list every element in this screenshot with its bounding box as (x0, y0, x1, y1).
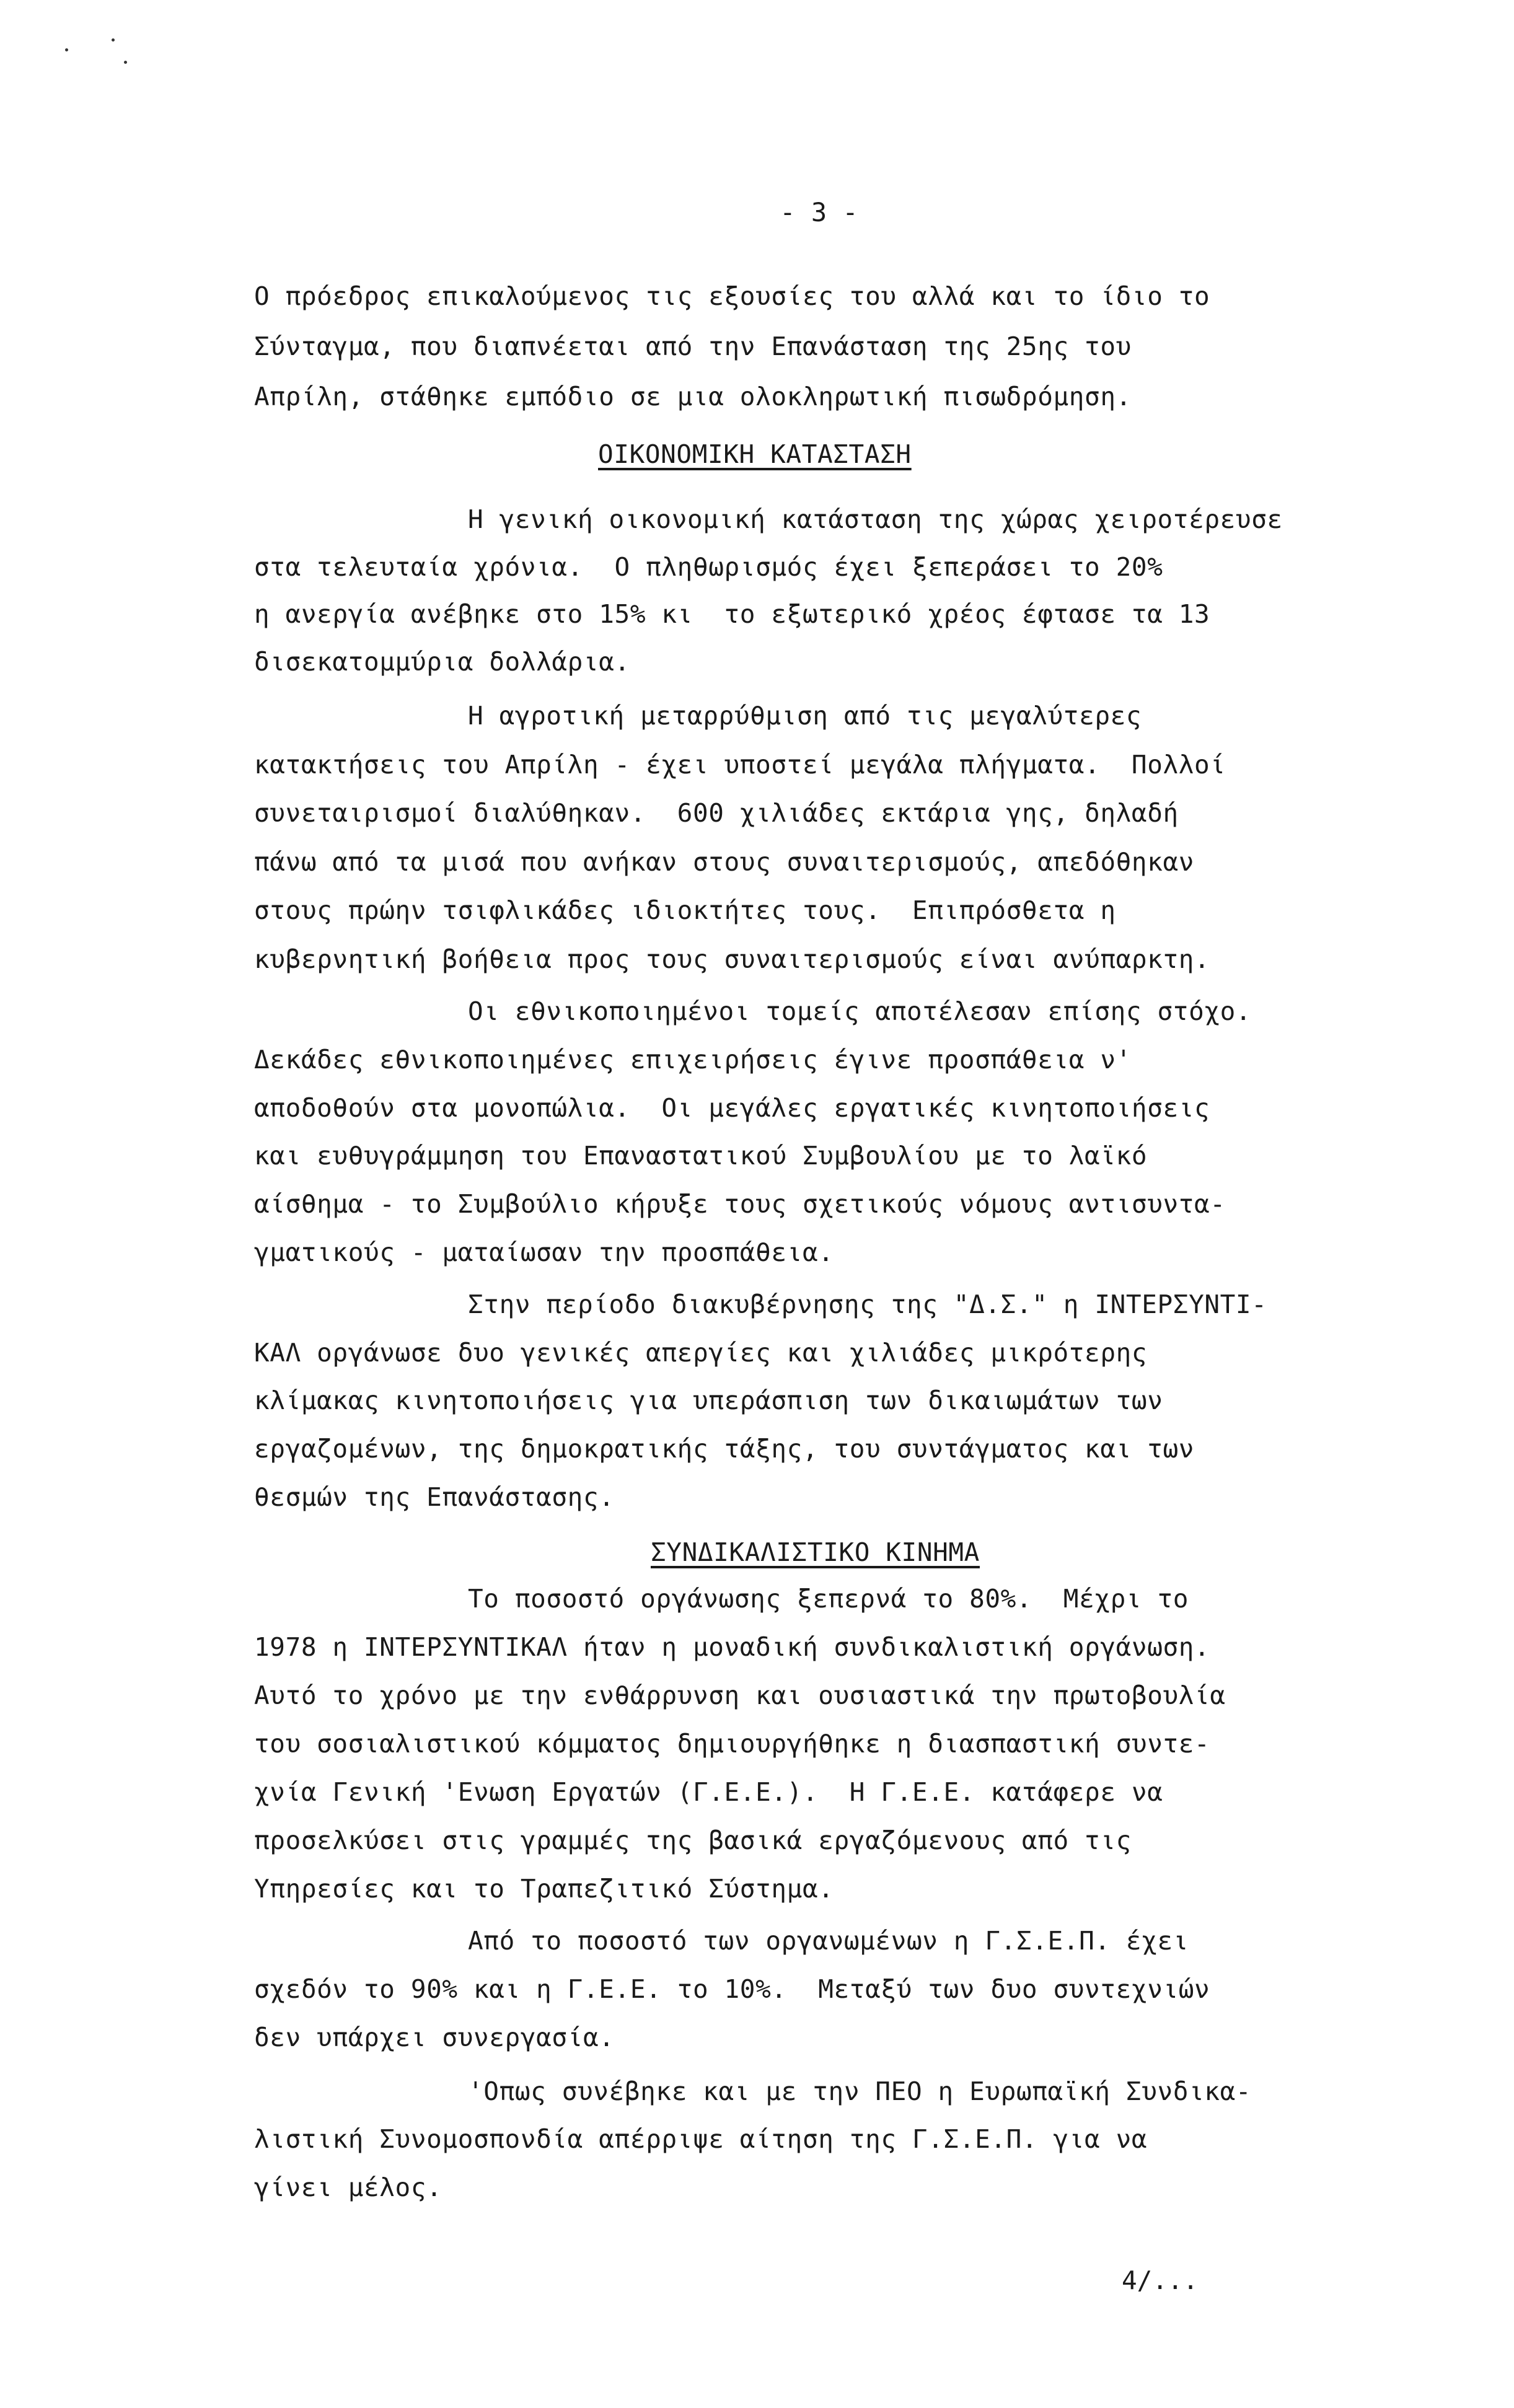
text-line: Το ποσοστό οργάνωσης ξεπερνά το 80%. Μέχρι το (468, 1584, 1189, 1614)
text-line: Ο πρόεδρος επικαλούμενος τις εξουσίες του αλλά και το ίδιο το (254, 281, 1210, 311)
text-line: Η γενική οικονομική κατάσταση της χώρας χειροτέρευσε (468, 504, 1283, 534)
text-line: Υπηρεσίες και το Τραπεζιτικό Σύστημα. (254, 1874, 834, 1904)
section-heading-unions: ΣΥΝΔΙΚΑΛΙΣΤΙΚΟ ΚΙΝΗΜΑ (651, 1537, 980, 1567)
text-line: χνία Γενική 'Ενωση Εργατών (Γ.Ε.Ε.). Η Γ.Ε.Ε. κατάφερε να (254, 1777, 1163, 1807)
text-line: πάνω από τα μισά που ανήκαν στους συναιτερισμούς, απεδόθηκαν (254, 847, 1195, 877)
text-line: κατακτήσεις του Απρίλη - έχει υποστεί μεγάλα πλήγματα. Πολλοί (254, 750, 1226, 780)
text-line: και ευθυγράμμηση του Επαναστατικού Συμβουλίου με το λαϊκό (254, 1141, 1148, 1171)
text-line: κυβερνητική βοήθεια προς τους συναιτερισμούς είναι ανύπαρκτη. (254, 944, 1210, 974)
text-line: στους πρώην τσιφλικάδες ιδιοκτήτες τους. Επιπρόσθετα η (254, 895, 1116, 925)
section-heading-economy: ΟΙΚΟΝΟΜΙΚΗ ΚΑΤΑΣΤΑΣΗ (598, 439, 912, 469)
text-line: Η αγροτική μεταρρύθμιση από τις μεγαλύτερες (468, 701, 1142, 731)
scan-speck (112, 38, 115, 42)
text-line: σχεδόν το 90% και η Γ.Ε.Ε. το 10%. Μεταξύ των δυο συντεχνιών (254, 1974, 1210, 2004)
text-line: αίσθημα - το Συμβούλιο κήρυξε τους σχετικούς νόμους αντισυντα- (254, 1189, 1226, 1219)
text-line: Αυτό το χρόνο με την ενθάρρυνση και ουσιαστικά την πρωτοβουλία (254, 1681, 1226, 1710)
text-line: εργαζομένων, της δημοκρατικής τάξης, του συντάγματος και των (254, 1434, 1195, 1464)
text-line: θεσμών της Επανάστασης. (254, 1482, 615, 1512)
page-number: - 3 - (780, 197, 858, 227)
text-line: κλίμακας κινητοποιήσεις για υπεράσπιση των δικαιωμάτων των (254, 1386, 1163, 1415)
text-line: Από το ποσοστό των οργανωμένων η Γ.Σ.Ε.Π. έχει (468, 1926, 1189, 1956)
scan-speck (124, 61, 127, 64)
text-line: 1978 η ΙΝΤΕΡΣΥΝΤΙΚΑΛ ήταν η μοναδική συνδικαλιστική οργάνωση. (254, 1632, 1210, 1662)
text-line: Σύνταγμα, που διαπνέεται από την Επανάσταση της 25ης του (254, 332, 1132, 361)
text-line: του σοσιαλιστικού κόμματος δημιουργήθηκε η διασπαστική συντε- (254, 1729, 1210, 1759)
text-line: δεν υπάρχει συνεργασία. (254, 2023, 615, 2052)
text-line: γίνει μέλος. (254, 2173, 442, 2202)
text-line: δισεκατομμύρια δολλάρια. (254, 647, 630, 677)
text-line: προσελκύσει στις γραμμές της βασικά εργαζόμενους από τις (254, 1826, 1132, 1855)
text-line: συνεταιρισμοί διαλύθηκαν. 600 χιλιάδες εκτάρια γης, δηλαδή (254, 798, 1179, 828)
continued-page-marker: 4/... (1122, 2265, 1199, 2295)
text-line: γματικούς - ματαίωσαν την προσπάθεια. (254, 1237, 834, 1267)
text-line: η ανεργία ανέβηκε στο 15% κι το εξωτερικό χρέος έφτασε τα 13 (254, 599, 1210, 629)
text-line: ΚΑΛ οργάνωσε δυο γενικές απεργίες και χιλιάδες μικρότερης (254, 1338, 1148, 1368)
text-line: Απρίλη, στάθηκε εμπόδιο σε μια ολοκληρωτική πισωδρόμηση. (254, 382, 1132, 411)
text-line: 'Οπως συνέβηκε και με την ΠΕΟ η Ευρωπαϊκή Συνδικα- (468, 2076, 1252, 2106)
text-line: Οι εθνικοποιημένοι τομείς αποτέλεσαν επίσης στόχο. (468, 996, 1252, 1026)
text-line: Στην περίοδο διακυβέρνησης της "Δ.Σ." η ΙΝΤΕΡΣΥΝΤΙ- (468, 1290, 1267, 1319)
text-line: στα τελευταία χρόνια. Ο πληθωρισμός έχει ξεπεράσει το 20% (254, 552, 1163, 582)
text-line: αποδοθούν στα μονοπώλια. Οι μεγάλες εργατικές κινητοποιήσεις (254, 1093, 1210, 1123)
scan-speck (65, 48, 68, 51)
text-line: λιστική Συνομοσπονδία απέρριψε αίτηση της Γ.Σ.Ε.Π. για να (254, 2124, 1148, 2154)
text-line: Δεκάδες εθνικοποιημένες επιχειρήσεις έγινε προσπάθεια ν' (254, 1045, 1132, 1074)
